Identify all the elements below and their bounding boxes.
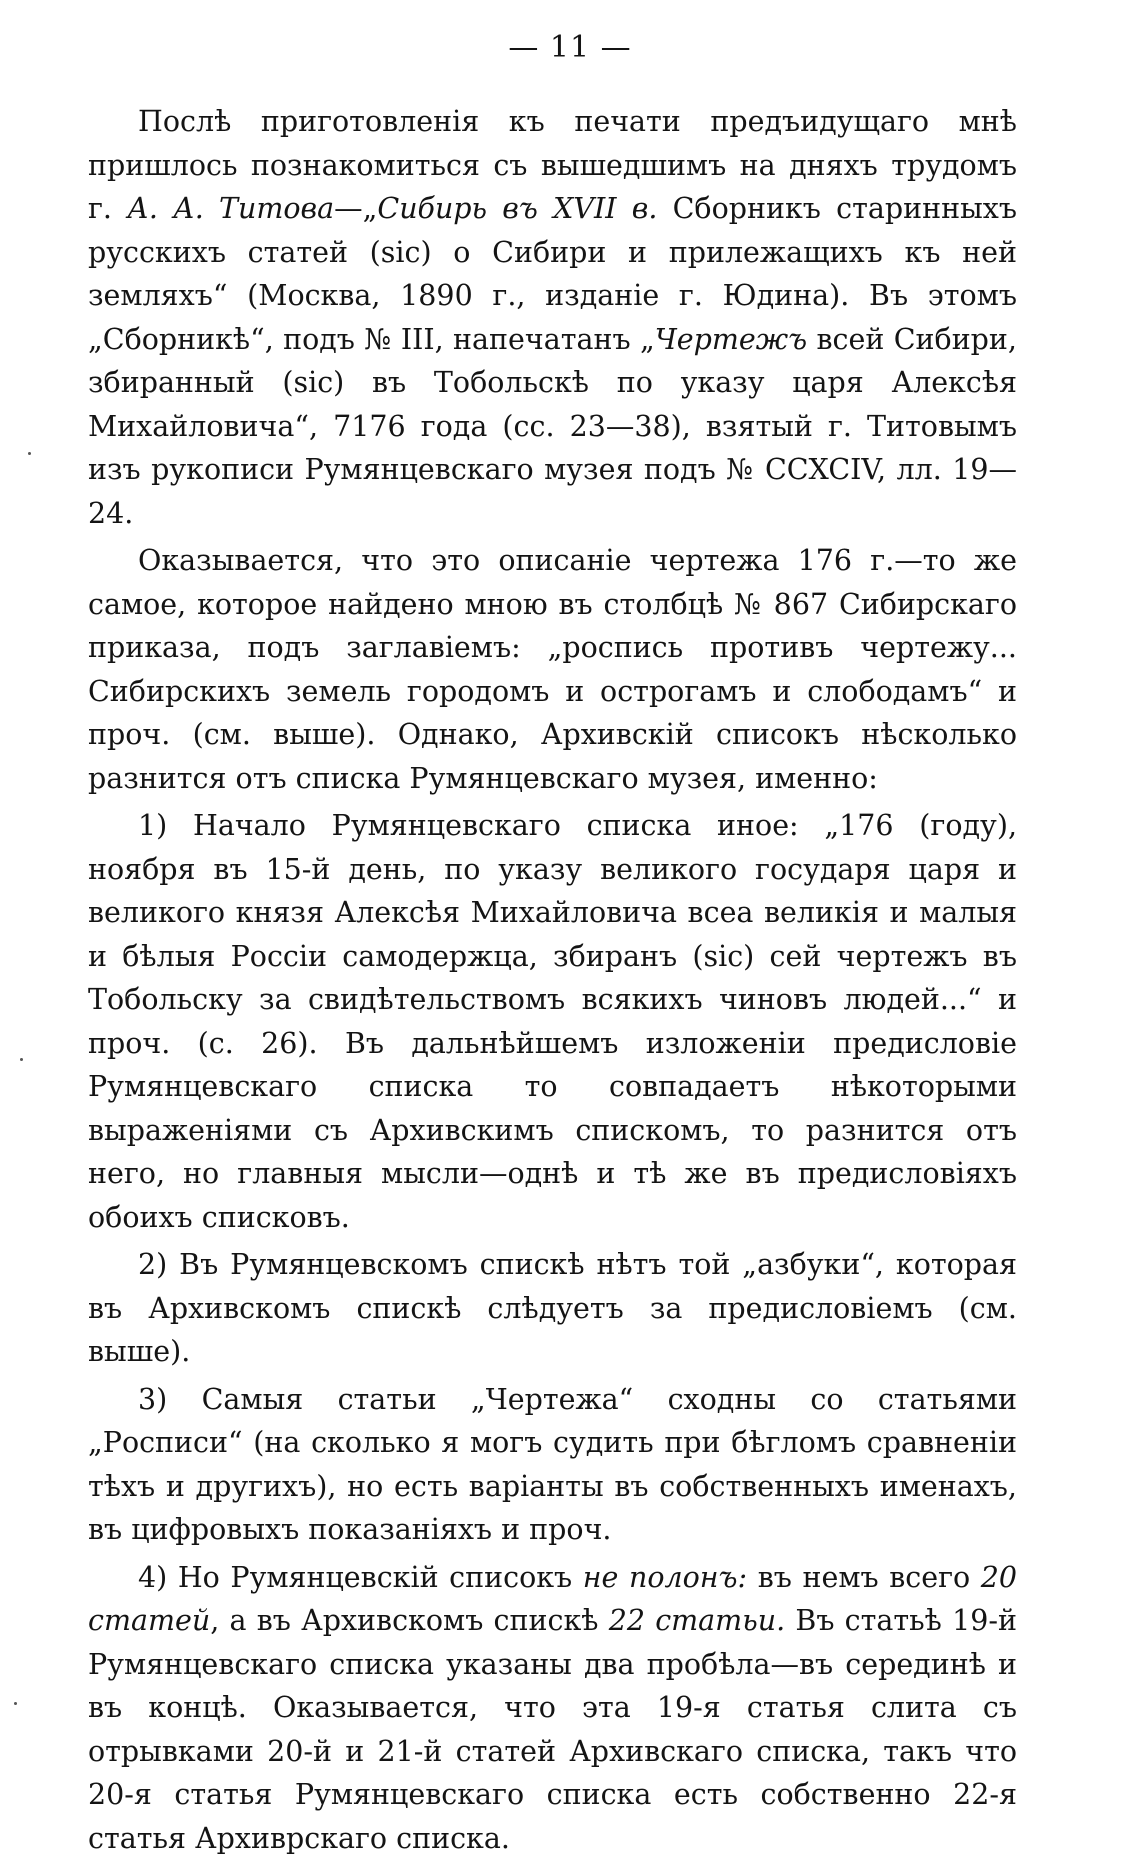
text-segment: 3) Самыя статьи „Чертежа“ сходны со статьями „Росписи“ (на сколько я могъ судить при бѣгломъ сравненіи тѣхъ и другихъ), но есть варіанты въ собственныхъ именахъ, въ цифровыхъ показаніяхъ и проч. — [88, 1383, 1017, 1547]
text-segment: Сборникъ старинныхъ русскихъ статей (sic) о Сибири и прилежащихъ къ ней земляхъ“ (Москва, 1890 г., изданіе г. Юдина). Въ этомъ „Сборникѣ“, подъ № III, напечатанъ „ — [88, 192, 1017, 356]
text-segment: 2) Въ Румянцевскомъ спискѣ нѣтъ той „азбуки“, которая въ Архивскомъ спискѣ слѣдуетъ за предисловіемъ (см. выше). — [88, 1248, 1017, 1368]
italic-text-segment: не полонъ: — [583, 1561, 747, 1594]
paragraph-point-4-incomplete — [88, 1556, 1017, 1860]
print-speck — [28, 452, 31, 455]
paragraph-point-3-articles — [88, 1378, 1017, 1552]
paragraph-point-2-alphabet — [88, 1243, 1017, 1374]
text-segment: Въ статьѣ 19-й Румянцевскаго списка указаны два пробѣла—въ серединѣ и въ концѣ. Оказывается, что эта 19-я статья слита съ отрывками 20-й и 21-й статей Архивскаго списка, такъ что 20-я статья Румянцевскаго списка есть собственно 22-я статья Архиврскаго списка. — [88, 1604, 1017, 1855]
paragraph-archive-comparison — [88, 539, 1017, 800]
print-speck — [14, 1702, 17, 1705]
body-text — [88, 100, 1017, 1860]
text-segment: 4) Но Румянцевскій списокъ — [138, 1561, 583, 1594]
italic-text-segment: 20 статей — [88, 1561, 1017, 1638]
text-segment: —„ — [334, 192, 377, 225]
text-segment: Оказывается, что это описаніе чертежа 176 г.—то же самое, которое найдено мною въ столбцѣ № 867 Сибирскаго приказа, подъ заглавіемъ: „роспись противъ чертежу... Сибирскихъ земель городомъ и острогамъ и слободамъ“ и проч. (см. выше). Однако, Архивскій списокъ нѣсколько разнится отъ списка Румянцевскаго музея, именно: — [88, 544, 1017, 795]
italic-text-segment: 22 статьи. — [609, 1604, 785, 1637]
page-number: — 11 — — [0, 30, 1140, 65]
text-segment: Послѣ приготовленія къ печати предъидущаго мнѣ пришлось познакомиться съ вышедшимъ на дняхъ трудомъ г. — [88, 105, 1017, 225]
text-segment: 1) Начало Румянцевскаго списка иное: „176 (году), ноября въ 15-й день, по указу великого государя царя и великого князя Алексѣя Михайловича всеа великія и малыя и бѣлыя Россіи самодержца, збиранъ (sic) сей чертежъ въ Тобольску за свидѣтельствомъ всякихъ чиновъ людей...“ и проч. (с. 26). Въ дальнѣйшемъ изложеніи предисловіе Румянцевскаго списка то совпадаетъ нѣкоторыми выраженіями съ Архивскимъ спискомъ, то разнится отъ него, но главныя мысли—однѣ и тѣ же въ предисловіяхъ обоихъ списковъ. — [88, 809, 1017, 1234]
text-segment: , а въ Архивскомъ спискѣ — [210, 1604, 608, 1637]
italic-text-segment: Чертежъ — [655, 323, 807, 356]
text-segment: всей Сибири, збиранный (sic) въ Тобольскѣ по указу царя Алексѣя Михайловича“, 7176 года (сс. 23—38), взятый г. Титовымъ изъ рукописи Румянцевскаго музея подъ № CCXCIV, лл. 19—24. — [88, 323, 1017, 530]
paragraph-titov-collection — [88, 100, 1017, 535]
paragraph-point-1-beginning — [88, 804, 1017, 1239]
text-segment: въ немъ всего — [747, 1561, 981, 1594]
italic-text-segment: Сибирь въ XVII в. — [377, 192, 657, 225]
italic-text-segment: А. А. Титова — [127, 192, 334, 225]
print-speck — [20, 1058, 23, 1061]
